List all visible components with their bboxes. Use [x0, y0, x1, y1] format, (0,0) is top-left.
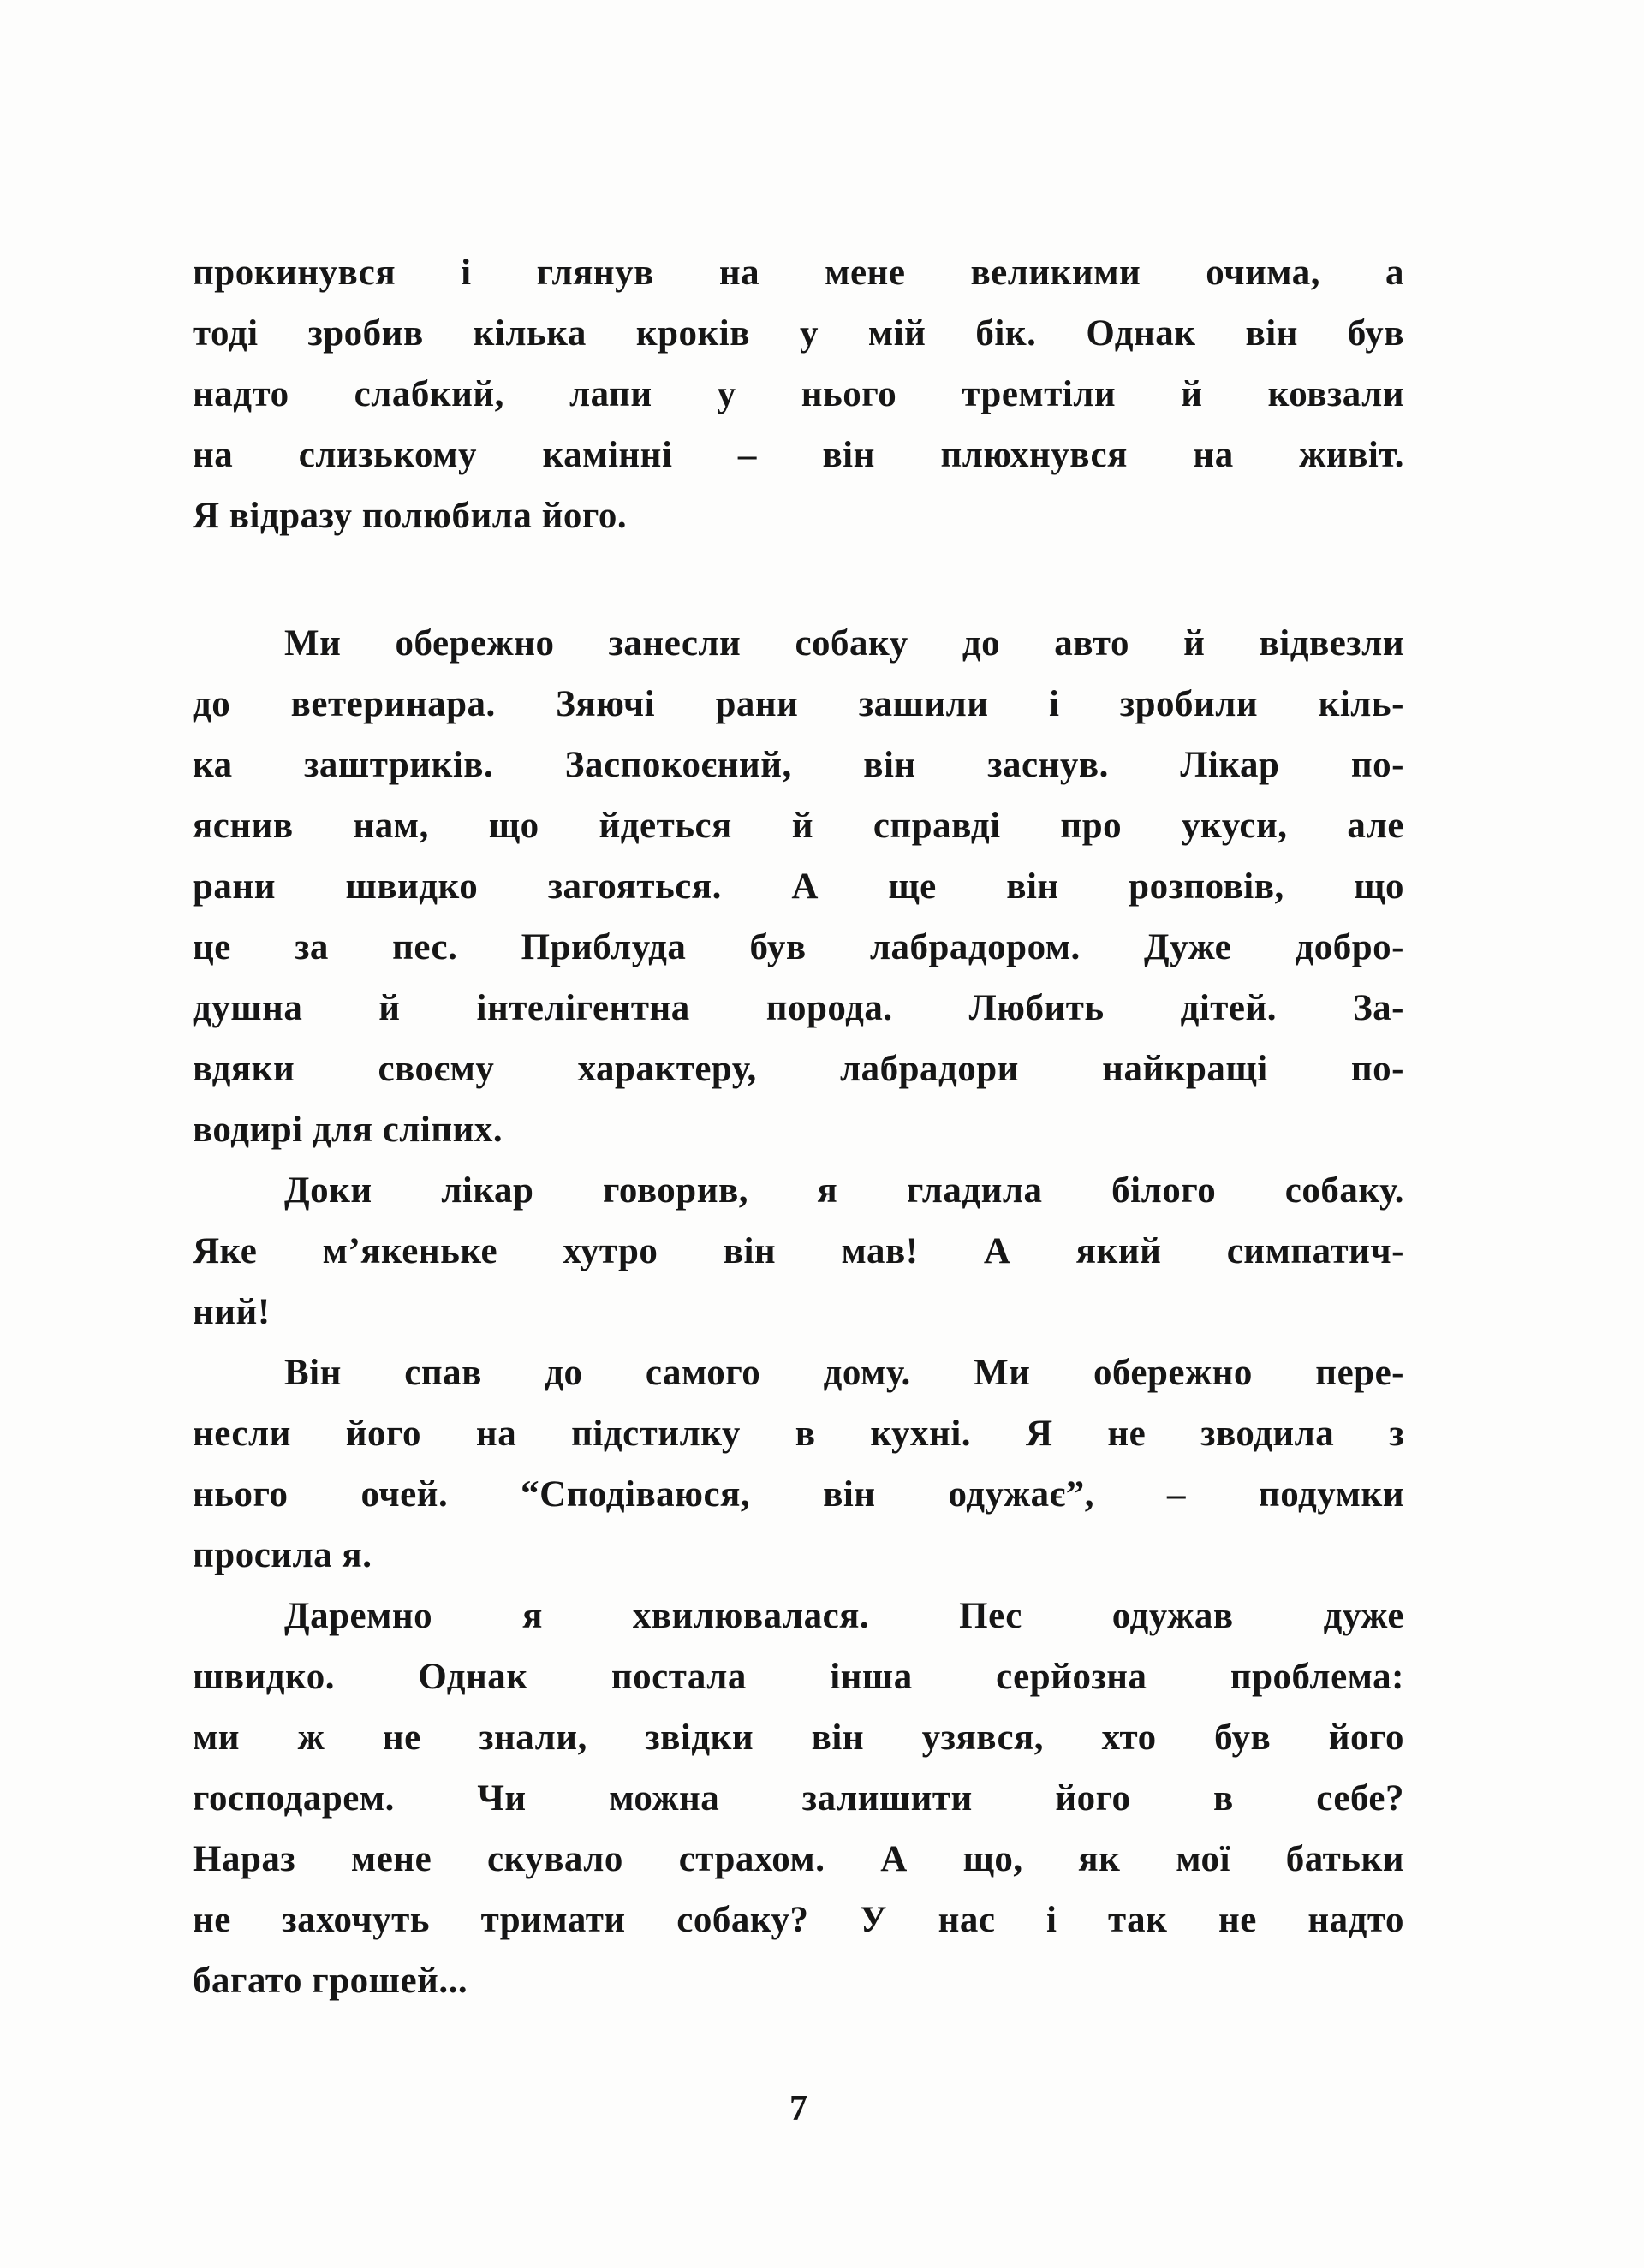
paragraph: [193, 1586, 1404, 2011]
text-line: Доки лікар говорив, я гладила білого собаку.: [284, 1170, 1404, 1211]
text-line: тоді зробив кілька кроків у мій бік. Однак він був: [193, 313, 1404, 354]
text-line: душна й інтелігентна порода. Любить дітей. За-: [193, 988, 1404, 1028]
paragraph: [193, 1160, 1404, 1342]
text-line: це за пес. Приблуда був лабрадором. Дуже добро-: [193, 927, 1404, 967]
text-line: Ми обережно занесли собаку до авто й відвезли: [284, 623, 1404, 664]
text-block: [193, 242, 1404, 2011]
page-number: 7: [789, 2089, 807, 2128]
text-line: просила я.: [193, 1535, 372, 1575]
text-line: швидко. Однак постала інша серйозна проблема:: [193, 1657, 1404, 1697]
text-line: Він спав до самого дому. Ми обережно пере-: [284, 1353, 1404, 1393]
paragraph: [193, 1342, 1404, 1586]
text-line: не захочуть тримати собаку? У нас і так не надто: [193, 1900, 1404, 1940]
text-line: багато грошей...: [193, 1961, 468, 2001]
paragraph: [193, 242, 1404, 546]
text-line: ка заштриків. Заспокоєний, він заснув. Лікар по-: [193, 745, 1404, 785]
text-line: Я відразу полюбила його.: [193, 496, 628, 536]
text-line: Нараз мене скувало страхом. А що, як мої батьки: [193, 1839, 1404, 1879]
text-line: вдяки своєму характеру, лабрадори найкращі по-: [193, 1049, 1404, 1089]
text-line: надто слабкий, лапи у нього тремтіли й ковзали: [193, 374, 1404, 414]
text-line: ний!: [193, 1292, 271, 1332]
paragraph: [193, 613, 1404, 1160]
text-line: на слизькому камінні – він плюхнувся на живіт.: [193, 435, 1404, 475]
text-line: прокинувся і глянув на мене великими очима, а: [193, 253, 1404, 293]
text-line: ми ж не знали, звідки він узявся, хто був його: [193, 1717, 1404, 1758]
text-line: несли його на підстилку в кухні. Я не зводила з: [193, 1414, 1404, 1454]
text-line: Яке м’якеньке хутро він мав! А який симпатич-: [193, 1231, 1404, 1271]
text-line: Даремно я хвилювалася. Пес одужав дуже: [284, 1596, 1404, 1636]
text-line: господарем. Чи можна залишити його в себе?: [193, 1778, 1404, 1819]
text-line: до ветеринара. Зяючі рани зашили і зробили кіль-: [193, 684, 1404, 724]
text-line: рани швидко загояться. А ще він розповів, що: [193, 866, 1404, 907]
text-line: водирі для сліпих.: [193, 1110, 503, 1150]
text-line: яснив нам, що йдеться й справді про укуси, але: [193, 806, 1404, 846]
text-line: нього очей. “Сподіваюся, він одужає”, – подумки: [193, 1474, 1404, 1515]
